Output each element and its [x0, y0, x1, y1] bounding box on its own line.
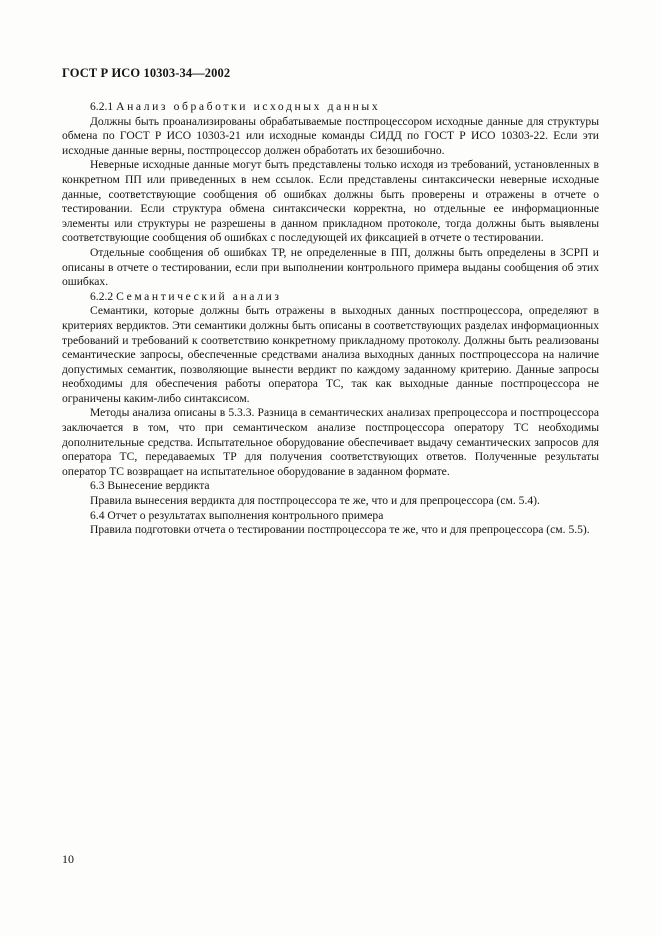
section-title: Семантический анализ [116, 289, 282, 303]
paragraph: Методы анализа описаны в 5.3.3. Разница в семантических анализах препроцессора и постпроцессора заключается в том, что при семантическом анализе постпроцессора оператору ТС необходимы дополнительные средства. Испытательное оборудование обеспечивает выдачу семантических запросов для оператора ТС, передаваемых ТР для получения соответствующих ответов. Полученные результаты оператор ТС возвращает на испытательное оборудование в заданном формате. [62, 406, 599, 478]
paragraph: Отдельные сообщения об ошибках ТР, не определенные в ПП, должны быть определены в ЗСРП и описаны в отчете о тестировании, если при выполнении контрольного примера выданы сообщения об этих ошибках. [62, 245, 599, 289]
document-header: ГОСТ Р ИСО 10303-34—2002 [62, 66, 231, 80]
paragraph: Правила вынесения вердикта для постпроцессора те же, что и для препроцессора (см. 5.4). [90, 494, 540, 508]
section-6-3-heading: 6.3 Вынесение вердикта [90, 479, 210, 493]
section-6-4-heading: 6.4 Отчет о результатах выполнения контрольного примера [90, 508, 384, 522]
page-number: 10 [62, 852, 74, 866]
paragraph: Должны быть проанализированы обрабатываемые постпроцессором исходные данные для структуры обмена по ГОСТ Р ИСО 10303-21 или исходные команды СИДД по ГОСТ Р ИСО 10303-22. Если эти исходные данные верны, постпроцессор должен обработать их безошибочно. [62, 114, 599, 157]
paragraph: Неверные исходные данные могут быть представлены только исходя из требований, установленных в конкретном ПП или приведенных в нем ссылок. Если представлены синтаксически неверные исходные данные, соответствующие сообщения об ошибках должны быть проверены и отражены в отчете о тестировании. Если структура обмена синтаксически корректна, но отдельные ее информационные элементы или структуры не разрешены в данном прикладном протоколе, тогда должны быть выявлены соответствующие сообщения об ошибках с последующей их фиксацией в отчете о тестировании. [62, 158, 599, 245]
section-title: Анализ обработки исходных данных [116, 100, 381, 113]
section-number: 6.2.2 [90, 289, 114, 303]
section-6-2-2-heading [62, 290, 599, 305]
section-6-2-1-heading [62, 100, 599, 115]
paragraph: Семантики, которые должны быть отражены в выходных данных постпроцессора, определяют в критериях вердиктов. Эти семантики должны быть описаны в соответствующих разделах информационных требований и требований к соответствию конкретному прикладному протоколу. Должны быть реализованы семантические запросы, обеспеченные средствами анализа выходных данных постпроцессора на наличие допустимых семантик, позволяющие вынести вердикт по каждому заданному критерию. Данные запросы необходимы для обеспечения работы оператора ТС, так как выходные данные постпроцессора не ограничены каким-либо синтаксисом. [62, 304, 599, 405]
section-number: 6.2.1 [90, 100, 114, 113]
document-body [62, 100, 599, 538]
paragraph: Правила подготовки отчета о тестировании постпроцессора те же, что и для препроцессора (см. 5.5). [90, 523, 590, 537]
